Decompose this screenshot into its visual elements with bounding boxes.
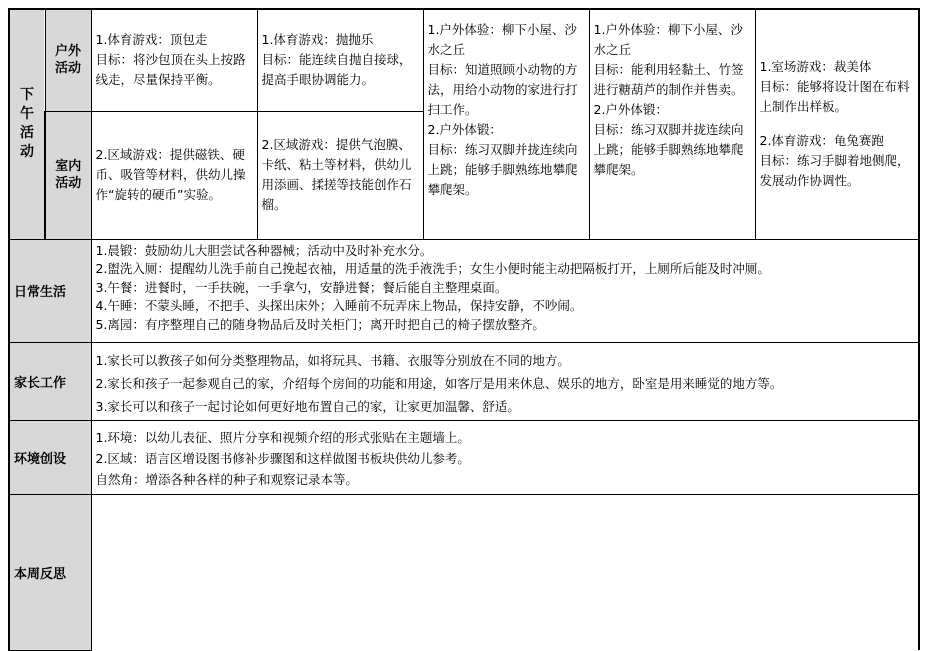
afternoon-label-cell — [9, 9, 45, 239]
list-item: 4.午睡：不蒙头睡，不把手、头探出床外；入睡前不玩弄床上物品，保持安静，不吵闹。 — [95, 298, 583, 313]
fri-afternoon-cell — [755, 9, 919, 239]
activity-title: 2.户外体锻： — [593, 102, 668, 117]
activity-goal: 目标：练习手脚着地侧爬，发展动作协调性。 — [759, 153, 910, 189]
wed-afternoon-cell — [423, 9, 589, 239]
activity-goal: 目标：能连续自抛自接球，提高手眼协调能力。 — [261, 52, 412, 88]
activity-goal: 目标：练习双脚并拢连续向上跳；能够手脚熟练地攀爬攀爬架。 — [593, 122, 744, 177]
afternoon-outdoor-row — [9, 9, 919, 111]
environment-row — [9, 420, 919, 494]
activity-description: 2.区域游戏：提供磁铁、硬币、吸管等材料，供幼儿操作“旋转的硬币”实验。 — [95, 147, 246, 202]
list-item: 2.家长和孩子一起参观自己的家，介绍每个房间的功能和用途，如客厅是用来休息、娱乐的地方，卧室是用来睡觉的地方等。 — [95, 375, 783, 391]
parent-work-row — [9, 342, 919, 420]
list-item: 3.家长可以和孩子一起讨论如何更好地布置自己的家，让家更加温馨、舒适。 — [95, 398, 520, 414]
list-item: 2.盥洗入厕：提醒幼儿洗手前自己挽起衣袖，用适量的洗手液洗手；女生小便时能主动把隔板打开，上厕所后能及时冲厕。 — [95, 261, 770, 276]
activity-goal: 目标：将沙包顶在头上按路线走，尽量保持平衡。 — [95, 52, 246, 88]
list-item: 1.晨锻：鼓励幼儿大胆尝试各种器械；活动中及时补充水分。 — [95, 242, 433, 258]
list-item: 1.家长可以教孩子如何分类整理物品，如将玩具、书籍、衣服等分别放在不同的地方。 — [95, 352, 570, 368]
tue-outdoor-cell — [257, 9, 423, 111]
reflection-label: 本周反思 — [9, 494, 91, 650]
activity-title: 1.户外体验：柳下小屋、沙水之丘 — [427, 22, 577, 57]
outdoor-label-cell — [45, 9, 91, 111]
activity-description: 2.区域游戏：提供气泡膜、卡纸、粘土等材料，供幼儿用添画、揉搓等技能创作石榴。 — [261, 137, 412, 212]
activity-goal: 目标：能利用轻黏土、竹签进行糖葫芦的制作并售卖。 — [593, 62, 744, 97]
environment-label: 环境创设 — [9, 420, 91, 494]
daily-life-content — [91, 239, 919, 342]
activity-title: 1.体育游戏：抛抛乐 — [261, 32, 374, 48]
afternoon-label: 下午活动 — [20, 87, 34, 161]
list-item: 自然角：增添各种各样的种子和观察记录本等。 — [95, 471, 359, 487]
daily-life-label: 日常生活 — [9, 239, 91, 342]
list-item: 3.午餐：进餐时，一手扶碗，一手拿勺，安静进餐；餐后能自主整理桌面。 — [95, 279, 508, 295]
weekly-plan-table — [8, 8, 920, 651]
activity-goal: 目标：练习双脚并拢连续向上跳；能够手脚熟练地攀爬攀爬架。 — [427, 142, 578, 197]
activity-title: 2.户外体锻： — [427, 122, 502, 137]
thu-afternoon-cell — [589, 9, 755, 239]
environment-content — [91, 420, 919, 494]
mon-indoor-cell — [91, 111, 257, 239]
activity-title: 1.室场游戏：裁美体 — [759, 59, 872, 75]
list-item: 2.区域：语言区增设图书修补步骤图和这样做图书板块供幼儿参考。 — [95, 450, 470, 466]
activity-title: 1.户外体验：柳下小屋、沙水之丘 — [593, 22, 743, 57]
reflection-content[interactable] — [91, 494, 919, 650]
activity-title: 2.体育游戏：龟兔赛跑 — [759, 133, 884, 149]
list-item: 1.环境：以幼儿表征、照片分享和视频介绍的形式张贴在主题墙上。 — [95, 429, 470, 445]
indoor-label-cell — [45, 111, 91, 239]
mon-outdoor-cell — [91, 9, 257, 111]
parent-work-content — [91, 342, 919, 420]
activity-goal: 目标：能够将设计图在布料上制作出样板。 — [759, 79, 910, 115]
reflection-row — [9, 494, 919, 650]
daily-life-row — [9, 239, 919, 342]
parent-work-label: 家长工作 — [9, 342, 91, 420]
activity-title: 1.体育游戏：顶包走 — [95, 32, 208, 48]
list-item: 5.离园：有序整理自己的随身物品后及时关柜门；离开时把自己的椅子摆放整齐。 — [95, 316, 545, 332]
outdoor-activity-label: 户外活动 — [54, 44, 81, 77]
indoor-activity-label: 室内活动 — [55, 159, 82, 191]
activity-goal: 目标：知道照顾小动物的方法，用给小动物的家进行打扫工作。 — [427, 62, 578, 117]
tue-indoor-cell — [257, 111, 423, 239]
